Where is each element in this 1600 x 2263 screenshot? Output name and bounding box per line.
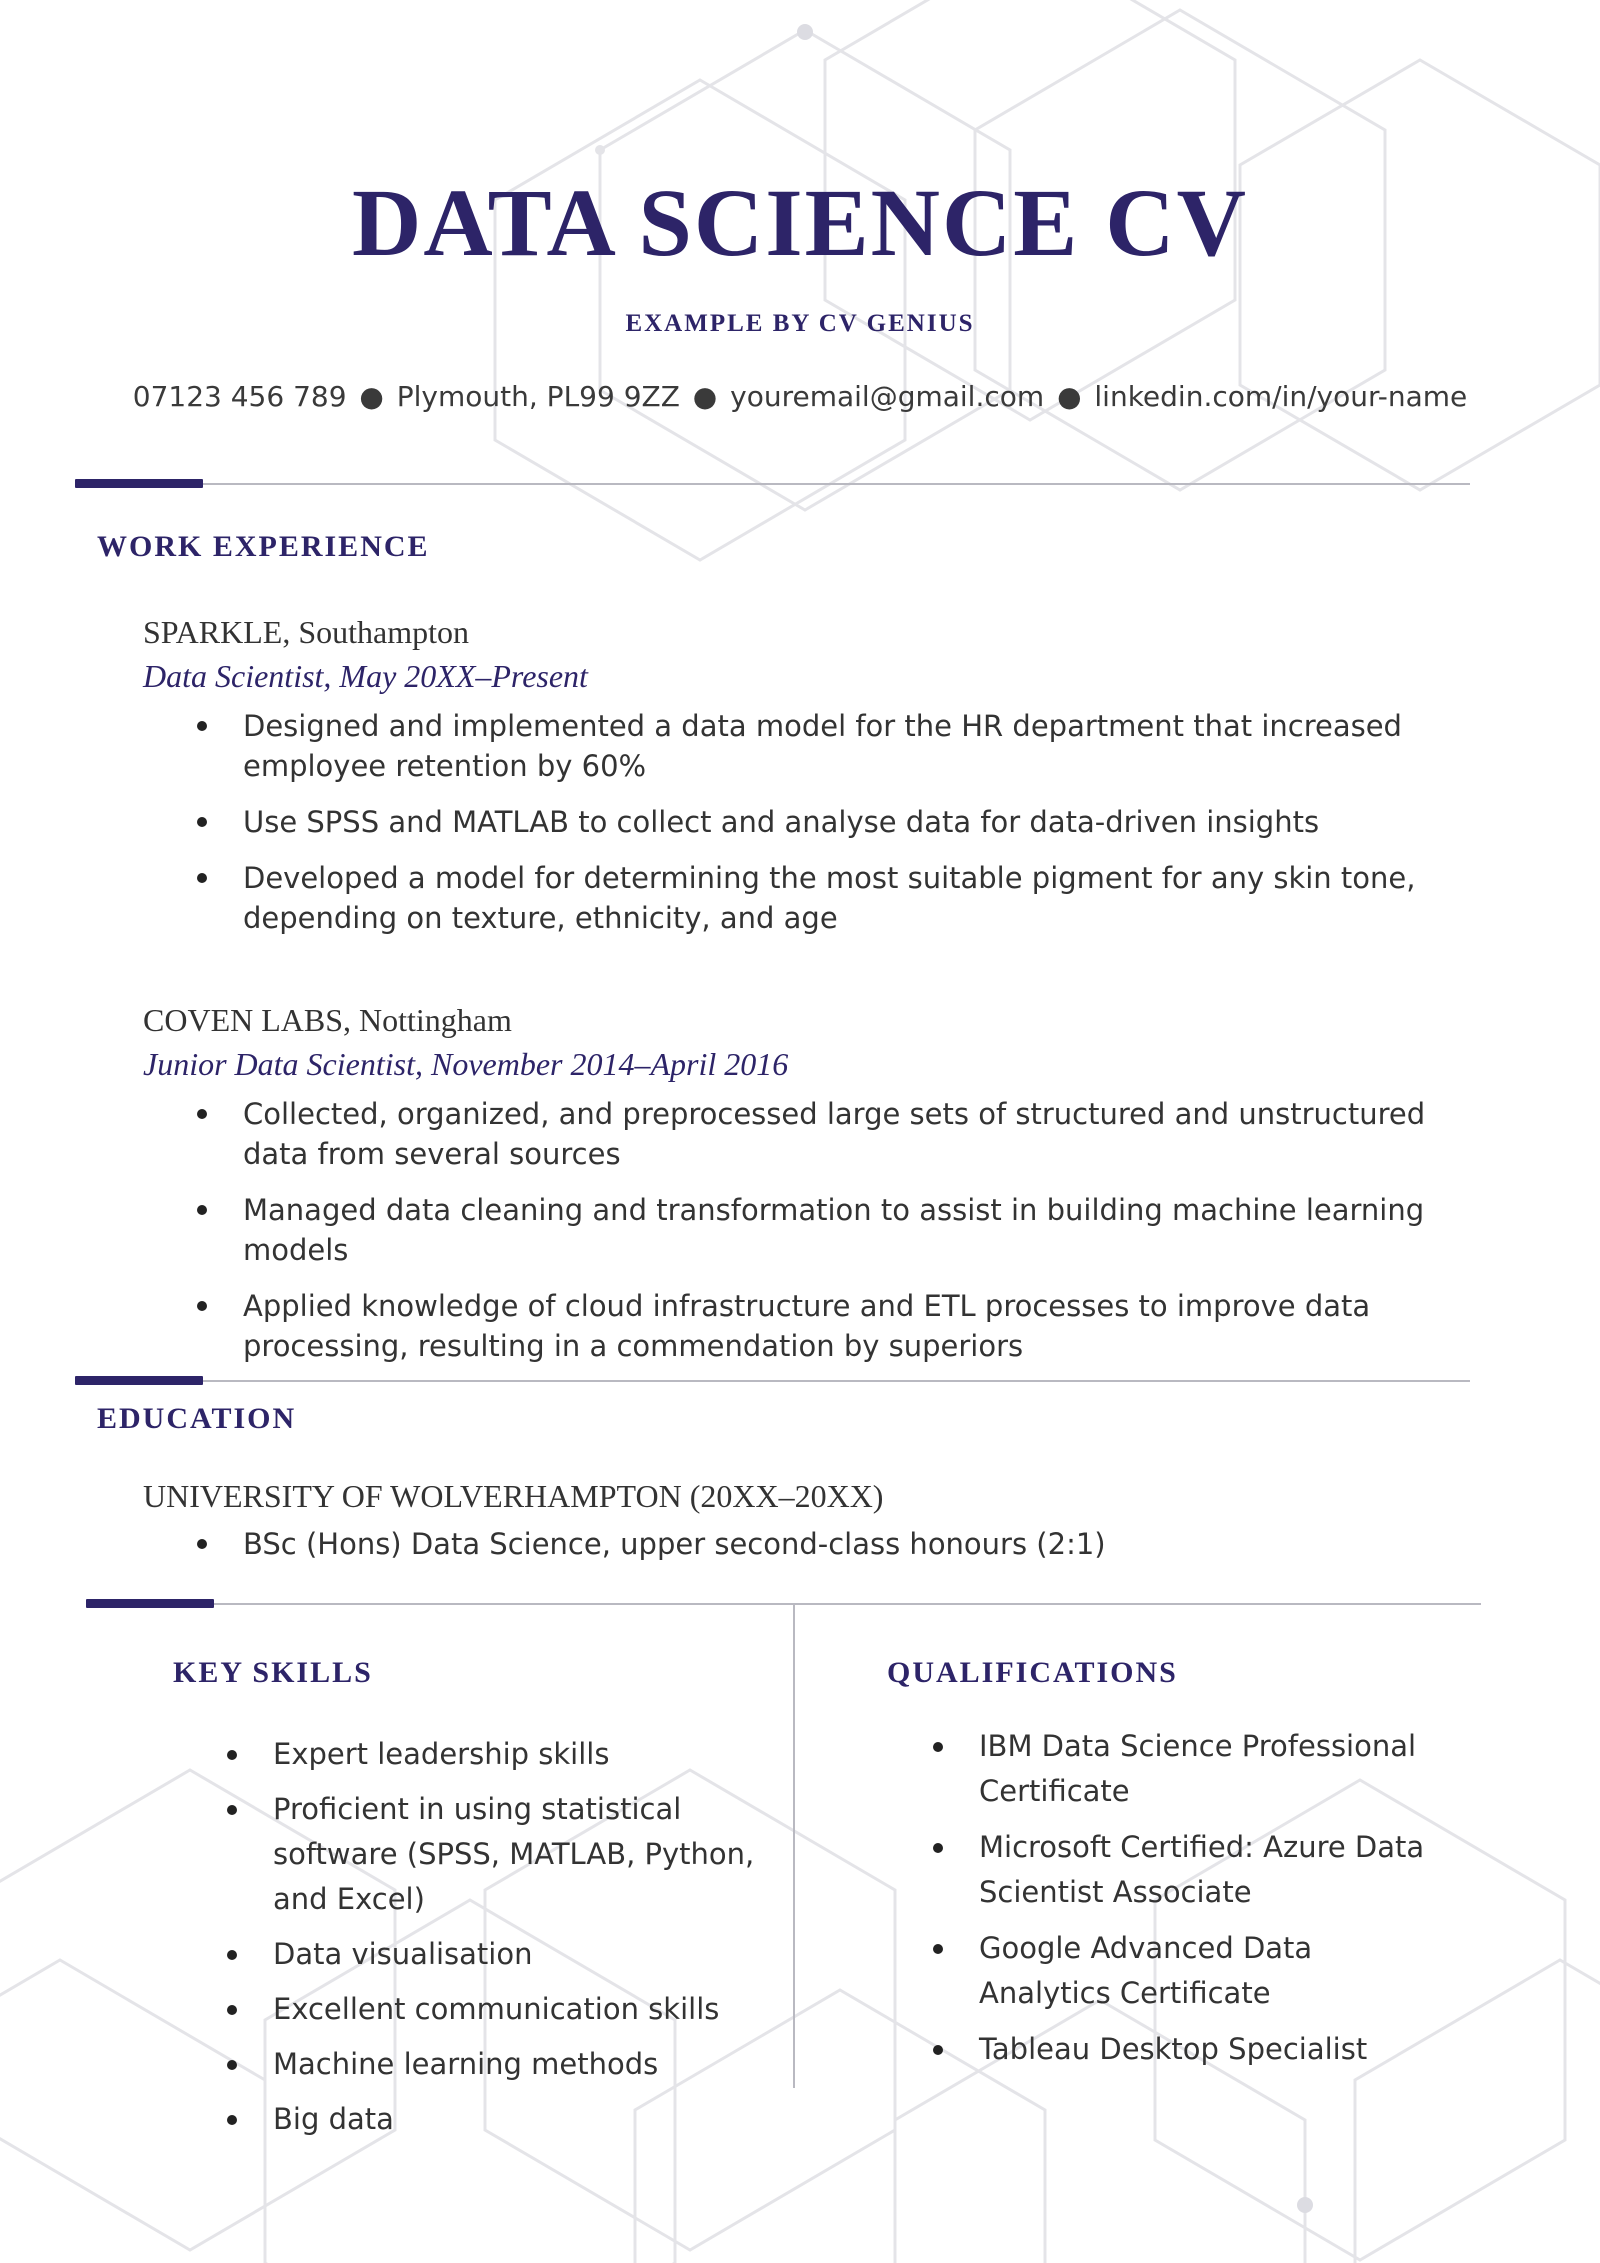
bullet-icon <box>227 2005 237 2015</box>
list-item: IBM Data Science Professional Certificate <box>851 1724 1431 1814</box>
list-item: Managed data cleaning and transformation to assist in building machine learning models <box>143 1190 1493 1270</box>
job-role: Data Scientist, May 20XX–Present <box>143 658 588 694</box>
cv-subtitle: EXAMPLE BY CV GENIUS <box>625 310 975 337</box>
skills-list <box>145 1732 775 2152</box>
list-item: Data visualisation <box>145 1932 775 1977</box>
cv-title: DATA SCIENCE CV <box>352 169 1248 276</box>
list-item: Tableau Desktop Specialist <box>851 2027 1431 2072</box>
bullet-icon <box>227 1950 237 1960</box>
job-company: SPARKLE, Southampton <box>143 614 469 650</box>
job-company: COVEN LABS, Nottingham <box>143 1002 512 1038</box>
job-bullets <box>143 706 1493 954</box>
list-item: Excellent communication skills <box>145 1987 775 2032</box>
section-divider-accent <box>75 1376 203 1385</box>
list-item: Microsoft Certified: Azure Data Scientist Associate <box>851 1825 1431 1915</box>
list-item: Use SPSS and MATLAB to collect and analyse data for data-driven insights <box>143 802 1493 842</box>
list-item: Developed a model for determining the most suitable pigment for any skin tone, depending on texture, ethnicity, and age <box>143 858 1493 938</box>
section-divider-accent <box>75 479 203 488</box>
section-divider <box>75 1380 1470 1382</box>
bullet-icon <box>197 817 207 827</box>
job-bullets <box>143 1094 1493 1382</box>
section-title-key-skills: KEY SKILLS <box>173 1656 373 1689</box>
list-item: Collected, organized, and preprocessed large sets of structured and unstructured data from several sources <box>143 1094 1493 1174</box>
bullet-separator-icon: ● <box>1057 380 1082 413</box>
bullet-icon <box>197 1539 207 1549</box>
qualifications-list <box>851 1724 1431 2083</box>
bullet-separator-icon: ● <box>692 380 718 413</box>
bullet-icon <box>227 2060 237 2070</box>
contact-location: Plymouth, PL99 9ZZ <box>396 380 680 413</box>
section-divider <box>75 483 1470 485</box>
list-item: Designed and implemented a data model for the HR department that increased employee retention by 60% <box>143 706 1493 786</box>
list-item: Applied knowledge of cloud infrastructure and ETL processes to improve data processing, resulting in a commendation by superiors <box>143 1286 1493 1366</box>
column-divider <box>793 1604 795 2088</box>
bullet-icon <box>227 1805 237 1815</box>
bullet-icon <box>227 1750 237 1760</box>
contact-linkedin[interactable]: linkedin.com/in/your-name <box>1094 380 1468 413</box>
bullet-icon <box>197 721 207 731</box>
section-divider <box>86 1603 1481 1605</box>
list-item: Proficient in using statistical software (SPSS, MATLAB, Python, and Excel) <box>145 1787 775 1922</box>
bullet-icon <box>933 1944 943 1954</box>
list-item: Expert leadership skills <box>145 1732 775 1777</box>
contact-phone: 07123 456 789 <box>132 380 347 413</box>
list-item: BSc (Hons) Data Science, upper second-class honours (2:1) <box>143 1524 1493 1564</box>
section-title-work-experience: WORK EXPERIENCE <box>97 530 430 563</box>
job-role: Junior Data Scientist, November 2014–April 2016 <box>143 1046 789 1082</box>
contact-email[interactable]: youremail@gmail.com <box>730 380 1045 413</box>
section-title-qualifications: QUALIFICATIONS <box>887 1656 1178 1689</box>
education-bullets <box>143 1524 1493 1564</box>
contact-line <box>0 380 1600 413</box>
list-item: Google Advanced Data Analytics Certificate <box>851 1926 1431 2016</box>
bullet-icon <box>197 873 207 883</box>
bullet-icon <box>197 1109 207 1119</box>
education-school: UNIVERSITY OF WOLVERHAMPTON (20XX–20XX) <box>143 1478 884 1514</box>
section-divider-accent <box>86 1599 214 1608</box>
bullet-icon <box>933 1742 943 1752</box>
section-title-education: EDUCATION <box>97 1402 297 1435</box>
bullet-separator-icon: ● <box>359 380 384 413</box>
list-item: Big data <box>145 2097 775 2142</box>
list-item: Machine learning methods <box>145 2042 775 2087</box>
bullet-icon <box>933 1843 943 1853</box>
bullet-icon <box>933 2045 943 2055</box>
bullet-icon <box>197 1301 207 1311</box>
bullet-icon <box>197 1205 207 1215</box>
bullet-icon <box>227 2115 237 2125</box>
